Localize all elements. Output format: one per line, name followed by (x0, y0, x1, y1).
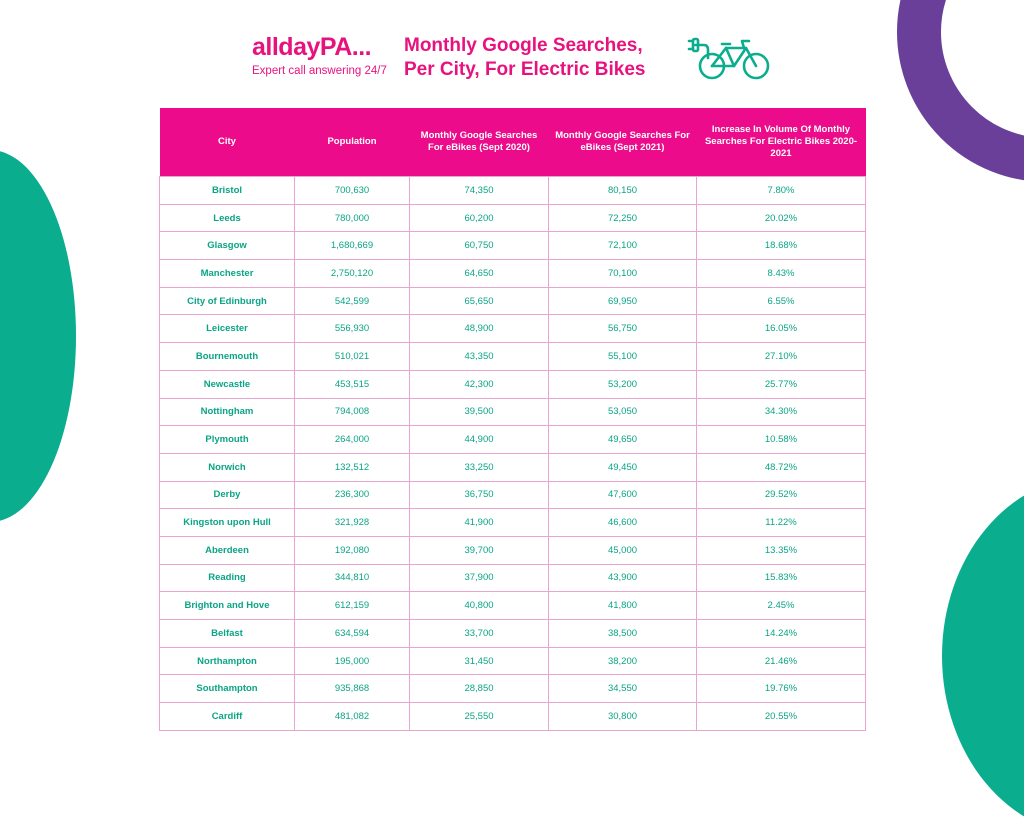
cell-population: 264,000 (295, 426, 410, 454)
table-row (160, 315, 866, 343)
cell-searches-2020: 39,700 (410, 536, 549, 564)
cell-searches-2020: 65,650 (410, 287, 549, 315)
cell-searches-2021: 49,650 (549, 426, 697, 454)
cell-population: 236,300 (295, 481, 410, 509)
page-title (404, 34, 645, 82)
cell-population: 2,750,120 (295, 260, 410, 288)
title-line-2: Per City, For Electric Bikes (404, 59, 646, 80)
cell-population: 195,000 (295, 647, 410, 675)
cell-searches-2021: 49,450 (549, 453, 697, 481)
electric-bike-icon (686, 36, 772, 82)
cell-increase: 7.80% (697, 177, 866, 205)
table-row (160, 592, 866, 620)
cell-searches-2020: 60,750 (410, 232, 549, 260)
cell-searches-2020: 64,650 (410, 260, 549, 288)
cell-searches-2021: 47,600 (549, 481, 697, 509)
table-row (160, 481, 866, 509)
logo-text: alldayPA... (252, 33, 372, 61)
cell-searches-2021: 38,500 (549, 620, 697, 648)
cell-population: 780,000 (295, 204, 410, 232)
table-row (160, 620, 866, 648)
cell-population: 612,159 (295, 592, 410, 620)
cell-city: Leeds (160, 204, 295, 232)
cell-population: 132,512 (295, 453, 410, 481)
cell-increase: 14.24% (697, 620, 866, 648)
cell-searches-2020: 25,550 (410, 703, 549, 731)
cell-searches-2021: 80,150 (549, 177, 697, 205)
cell-city: Cardiff (160, 703, 295, 731)
cell-searches-2020: 44,900 (410, 426, 549, 454)
cell-population: 700,630 (295, 177, 410, 205)
cell-searches-2021: 70,100 (549, 260, 697, 288)
cell-searches-2021: 69,950 (549, 287, 697, 315)
decorative-teal-circle-left (0, 150, 76, 522)
cell-increase: 10.58% (697, 426, 866, 454)
table-row (160, 426, 866, 454)
cell-searches-2020: 31,450 (410, 647, 549, 675)
cell-city: Norwich (160, 453, 295, 481)
table-row (160, 536, 866, 564)
cell-searches-2020: 48,900 (410, 315, 549, 343)
cell-increase: 8.43% (697, 260, 866, 288)
cell-city: Southampton (160, 675, 295, 703)
cell-population: 794,008 (295, 398, 410, 426)
cell-city: Kingston upon Hull (160, 509, 295, 537)
cell-city: Derby (160, 481, 295, 509)
cell-increase: 27.10% (697, 343, 866, 371)
cell-city: Northampton (160, 647, 295, 675)
cell-searches-2021: 53,200 (549, 370, 697, 398)
table-row (160, 370, 866, 398)
table-header-row (160, 108, 866, 177)
cell-increase: 2.45% (697, 592, 866, 620)
cell-increase: 21.46% (697, 647, 866, 675)
cell-searches-2021: 55,100 (549, 343, 697, 371)
cell-searches-2020: 60,200 (410, 204, 549, 232)
table-row (160, 564, 866, 592)
cell-increase: 25.77% (697, 370, 866, 398)
cell-searches-2020: 33,250 (410, 453, 549, 481)
cell-increase: 20.02% (697, 204, 866, 232)
table-row (160, 204, 866, 232)
ebike-searches-table (159, 108, 866, 731)
table-row (160, 453, 866, 481)
cell-city: Manchester (160, 260, 295, 288)
column-header-population: Population (295, 108, 410, 177)
decorative-teal-circle-right (942, 476, 1024, 836)
cell-city: Brighton and Hove (160, 592, 295, 620)
cell-increase: 20.55% (697, 703, 866, 731)
cell-city: Newcastle (160, 370, 295, 398)
cell-city: Belfast (160, 620, 295, 648)
cell-searches-2021: 72,250 (549, 204, 697, 232)
cell-increase: 34.30% (697, 398, 866, 426)
cell-searches-2020: 28,850 (410, 675, 549, 703)
cell-searches-2021: 34,550 (549, 675, 697, 703)
table-body (160, 177, 866, 731)
cell-population: 510,021 (295, 343, 410, 371)
cell-searches-2020: 43,350 (410, 343, 549, 371)
table-row (160, 177, 866, 205)
cell-population: 481,082 (295, 703, 410, 731)
cell-city: Nottingham (160, 398, 295, 426)
cell-population: 453,515 (295, 370, 410, 398)
cell-city: Aberdeen (160, 536, 295, 564)
cell-increase: 18.68% (697, 232, 866, 260)
cell-increase: 19.76% (697, 675, 866, 703)
cell-city: Leicester (160, 315, 295, 343)
cell-searches-2021: 38,200 (549, 647, 697, 675)
column-header-searches-2020: Monthly Google Searches For eBikes (Sept 2020) (410, 108, 549, 177)
cell-population: 192,080 (295, 536, 410, 564)
cell-city: Bournemouth (160, 343, 295, 371)
table-row (160, 398, 866, 426)
table-row (160, 509, 866, 537)
cell-searches-2021: 46,600 (549, 509, 697, 537)
cell-city: Glasgow (160, 232, 295, 260)
cell-searches-2020: 33,700 (410, 620, 549, 648)
cell-searches-2021: 43,900 (549, 564, 697, 592)
cell-searches-2020: 42,300 (410, 370, 549, 398)
cell-searches-2021: 30,800 (549, 703, 697, 731)
table-row (160, 232, 866, 260)
cell-searches-2020: 41,900 (410, 509, 549, 537)
table-row (160, 703, 866, 731)
column-header-city: City (160, 108, 295, 177)
cell-city: Plymouth (160, 426, 295, 454)
cell-city: Bristol (160, 177, 295, 205)
cell-population: 321,928 (295, 509, 410, 537)
cell-population: 935,868 (295, 675, 410, 703)
cell-population: 634,594 (295, 620, 410, 648)
cell-increase: 11.22% (697, 509, 866, 537)
brand-logo (252, 32, 387, 78)
cell-population: 542,599 (295, 287, 410, 315)
title-line-1: Monthly Google Searches, (404, 35, 643, 56)
cell-searches-2021: 45,000 (549, 536, 697, 564)
logo-tagline: Expert call answering 24/7 (252, 65, 387, 77)
cell-searches-2021: 56,750 (549, 315, 697, 343)
cell-increase: 6.55% (697, 287, 866, 315)
table-row (160, 287, 866, 315)
cell-increase: 29.52% (697, 481, 866, 509)
cell-increase: 16.05% (697, 315, 866, 343)
table-row (160, 647, 866, 675)
cell-population: 556,930 (295, 315, 410, 343)
table-row (160, 675, 866, 703)
cell-searches-2020: 40,800 (410, 592, 549, 620)
column-header-searches-2021: Monthly Google Searches For eBikes (Sept 2021) (549, 108, 697, 177)
cell-city: Reading (160, 564, 295, 592)
cell-searches-2020: 74,350 (410, 177, 549, 205)
cell-increase: 48.72% (697, 453, 866, 481)
cell-searches-2021: 72,100 (549, 232, 697, 260)
cell-searches-2020: 39,500 (410, 398, 549, 426)
table-row (160, 260, 866, 288)
cell-increase: 13.35% (697, 536, 866, 564)
table-row (160, 343, 866, 371)
cell-increase: 15.83% (697, 564, 866, 592)
cell-searches-2020: 36,750 (410, 481, 549, 509)
column-header-increase: Increase In Volume Of Monthly Searches For Electric Bikes 2020-2021 (697, 108, 866, 177)
cell-population: 344,810 (295, 564, 410, 592)
decorative-purple-ring (897, 0, 1024, 182)
cell-searches-2021: 53,050 (549, 398, 697, 426)
cell-population: 1,680,669 (295, 232, 410, 260)
cell-searches-2020: 37,900 (410, 564, 549, 592)
cell-searches-2021: 41,800 (549, 592, 697, 620)
cell-city: City of Edinburgh (160, 287, 295, 315)
